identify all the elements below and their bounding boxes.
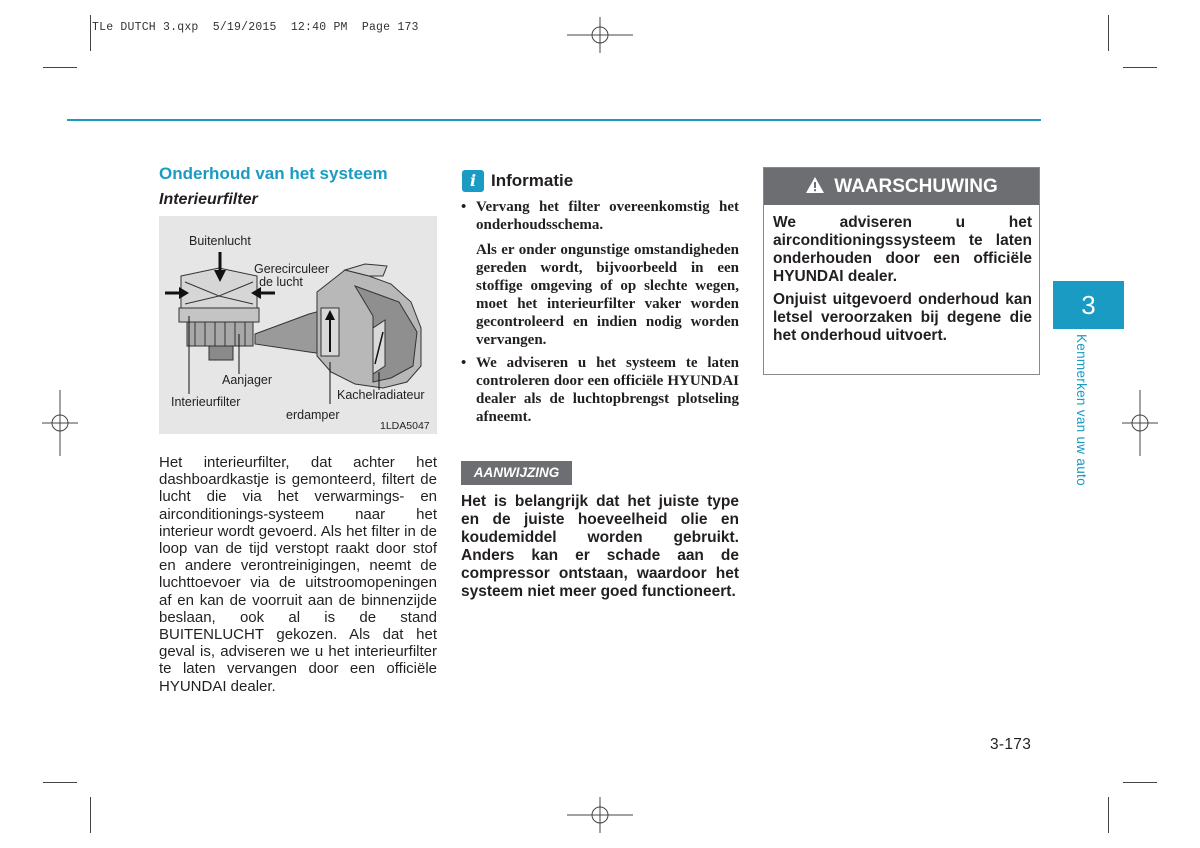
figure-code: 1LDA5047 (380, 420, 430, 432)
figure-label-heater-core: Kachelradiateur (337, 388, 425, 402)
warning-body (773, 214, 1032, 345)
list-item-text: Vervang het filter overeenkomstig het onderhoudsschema. (476, 199, 739, 233)
section-title: Onderhoud van het systeem (159, 164, 388, 183)
information-title: Informatie (491, 171, 574, 190)
figure-label-cabin-filter: Interieurfilter (171, 395, 241, 409)
figure-label-outside-air: Buitenlucht (189, 234, 251, 248)
list-item-text: We adviseren u het systeem te laten controleren door een officiële HYUNDAI dealer als de luchtopbrengst plotseling afneemt. (476, 355, 739, 425)
figure-label-evaporator: erdamper (286, 408, 340, 422)
cabin-filter-figure (159, 216, 437, 434)
list-item (461, 354, 739, 426)
crop-mark (43, 67, 77, 68)
subsection-title: Interieurfilter (159, 191, 258, 208)
warning-text: Onjuist uitgevoerd onderhoud kan letsel veroorzaken bij degene die het onderhoud uitvoert. (773, 291, 1032, 344)
note-badge: AANWIJZING (461, 461, 572, 485)
chapter-title: Kenmerken van uw auto (1074, 334, 1089, 486)
crop-mark (43, 782, 77, 783)
warning-header (764, 168, 1039, 205)
crop-mark (1108, 797, 1109, 833)
warning-title: WAARSCHUWING (834, 176, 998, 197)
page-number: 3-173 (990, 736, 1032, 753)
crop-mark (90, 15, 91, 51)
list-item (461, 198, 739, 349)
registration-mark-icon (1122, 390, 1158, 456)
top-rule (67, 119, 1041, 121)
figure-label-blower: Aanjager (222, 373, 273, 387)
registration-mark-icon (567, 797, 633, 833)
warning-text: We adviseren u het airconditioningssysteem te laten onderhouden door een officiële HYUNDAI dealer. (773, 214, 1032, 285)
information-list (461, 198, 739, 426)
crop-mark (1108, 15, 1109, 51)
figure-label-recirculated-air: Gerecirculeer de lucht (254, 262, 330, 290)
note-text: Het is belangrijk dat het juiste type en de juiste hoeveelheid olie en koudemiddel worden gebruikt. Anders kan er schade aan de compressor ontstaan, waardoor het systeem niet meer goed functioneert. (461, 493, 739, 600)
crop-mark (1123, 67, 1157, 68)
crop-mark (1123, 782, 1157, 783)
bullet: • (461, 355, 467, 371)
registration-mark-icon (567, 17, 633, 53)
warning-triangle-icon (805, 176, 825, 194)
bullet: • (461, 199, 467, 215)
info-icon: i (462, 170, 484, 192)
chapter-number-tab: 3 (1053, 281, 1124, 329)
registration-mark-icon (42, 390, 78, 456)
warning-box (763, 167, 1040, 375)
list-item-text: Als er onder ongunstige omstandigheden gereden wordt, bijvoorbeeld in een stoffige omgeving of op slechte wegen, moet het interieurfilter vaker worden gecontroleerd en indien nodig worden vervangen. (476, 242, 739, 348)
print-header: TLe DUTCH 3.qxp 5/19/2015 12:40 PM Page 173 (92, 21, 419, 34)
body-paragraph: Het interieurfilter, dat achter het dashboardkastje is gemonteerd, filtert de lucht die via het verwarmings- en airconditionings-systeem naar het interieur wordt gevoerd. Als het filter in de loop van de tijd verstopt raakt door stof en andere verontreinigingen, neemt de luchttoevoer via de uitstroomopeningen af en kan de voorruit aan de binnenzijde beslaan, ook al is de stand BUITENLUCHT gekozen. Als dat het geval is, adviseren we u het interieurfilter te laten vervangen door een officiële HYUNDAI dealer. (159, 454, 437, 695)
crop-mark (90, 797, 91, 833)
